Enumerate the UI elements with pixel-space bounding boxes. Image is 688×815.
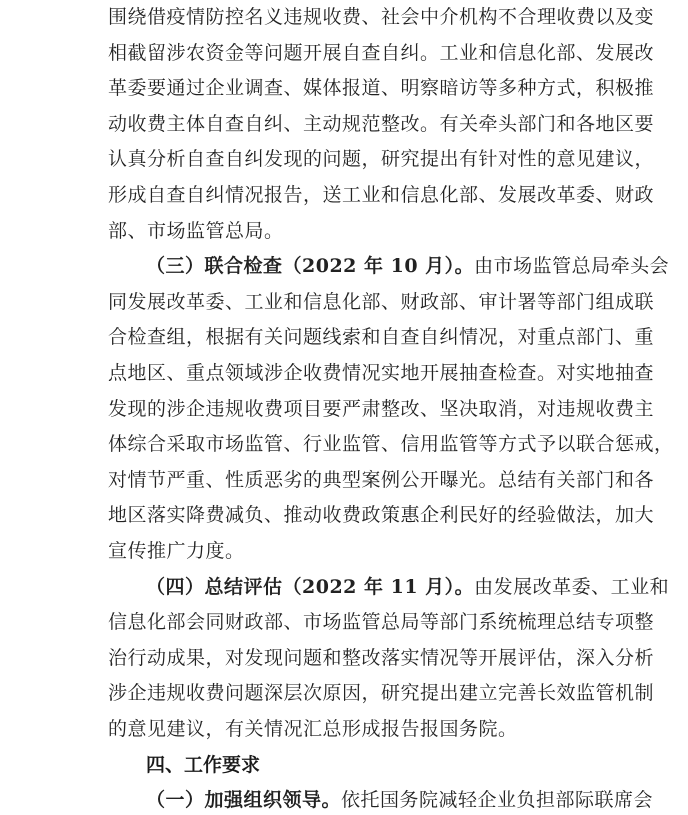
paragraph-3-line-4: 点地区、重点领域涉企收费情况实地开展抽查检查。对实地抽查 bbox=[108, 362, 655, 384]
paragraph-2-line-6: 形成自查自纠情况报告，送工业和信息化部、发展改革委、财政 bbox=[108, 184, 655, 206]
paragraph-4-first-line bbox=[146, 572, 670, 602]
paragraph-3-first-line-text: 由市场监管总局牵头会 bbox=[474, 255, 670, 278]
paragraph-3-line-8: 地区落实降费减负、推动收费政策惠企利民好的经验做法，加大 bbox=[108, 504, 655, 527]
paragraph-3-line-9: 宣传推广力度。 bbox=[108, 540, 245, 562]
paragraph-2-line-4: 动收费主体自查自纠、主动规范整改。有关牵头部门和各地区要 bbox=[108, 112, 655, 135]
paragraph-2-line-2: 相截留涉农资金等问题开展自查自纠。工业和信息化部、发展改 bbox=[108, 41, 655, 64]
section-4-heading: 四、工作要求 bbox=[146, 753, 261, 776]
paragraph-2-line-3: 革委要通过企业调查、媒体报道、明察暗访等多种方式，积极推 bbox=[108, 77, 655, 100]
paragraph-3-line-7: 对情节严重、性质恶劣的典型案例公开曝光。总结有关部门和各 bbox=[108, 468, 655, 491]
paragraph-5-first-line-text: 依托国务院减轻企业负担部际联席会 bbox=[341, 789, 654, 812]
paragraph-4-first-line-text: 由发展改革委、工业和 bbox=[474, 575, 670, 598]
paragraph-4-line-2: 信息化部会同财政部、市场监管总局等部门系统梳理总结专项整 bbox=[108, 611, 655, 634]
paragraph-3-line-2: 同发展改革委、工业和信息化部、财政部、审计署等部门组成联 bbox=[108, 290, 655, 313]
paragraph-3-title: （三）联合检查（2022 年 10 月）。 bbox=[146, 255, 475, 278]
paragraph-3-line-5: 发现的涉企违规收费项目要严肃整改、坚决取消，对违规收费主 bbox=[108, 397, 655, 420]
paragraph-3-first-line bbox=[146, 251, 670, 281]
paragraph-3-line-6: 体综合采取市场监管、行业监管、信用监管等方式予以联合惩戒， bbox=[108, 433, 674, 456]
paragraph-2-line-7: 部、市场监管总局。 bbox=[108, 219, 284, 242]
paragraph-4-title: （四）总结评估（2022 年 11 月）。 bbox=[146, 575, 475, 598]
paragraph-4-line-5: 的意见建议，有关情况汇总形成报告报国务院。 bbox=[108, 718, 518, 740]
paragraph-4-line-4: 涉企违规收费问题深层次原因，研究提出建立完善长效监管机制 bbox=[108, 682, 655, 705]
paragraph-4-line-3: 治行动成果，对发现问题和整改落实情况等开展评估，深入分析 bbox=[108, 646, 655, 669]
paragraph-3-line-3: 合检查组，根据有关问题线索和自查自纠情况，对重点部门、重 bbox=[108, 326, 655, 349]
paragraph-5-title: （一）加强组织领导。 bbox=[146, 789, 342, 812]
paragraph-2-line-1: 围绕借疫情防控名义违规收费、社会中介机构不合理收费以及变 bbox=[108, 6, 655, 28]
paragraph-5-first-line bbox=[146, 785, 654, 812]
paragraph-2-line-5: 认真分析自查自纠发现的问题，研究提出有针对性的意见建议， bbox=[108, 148, 655, 171]
